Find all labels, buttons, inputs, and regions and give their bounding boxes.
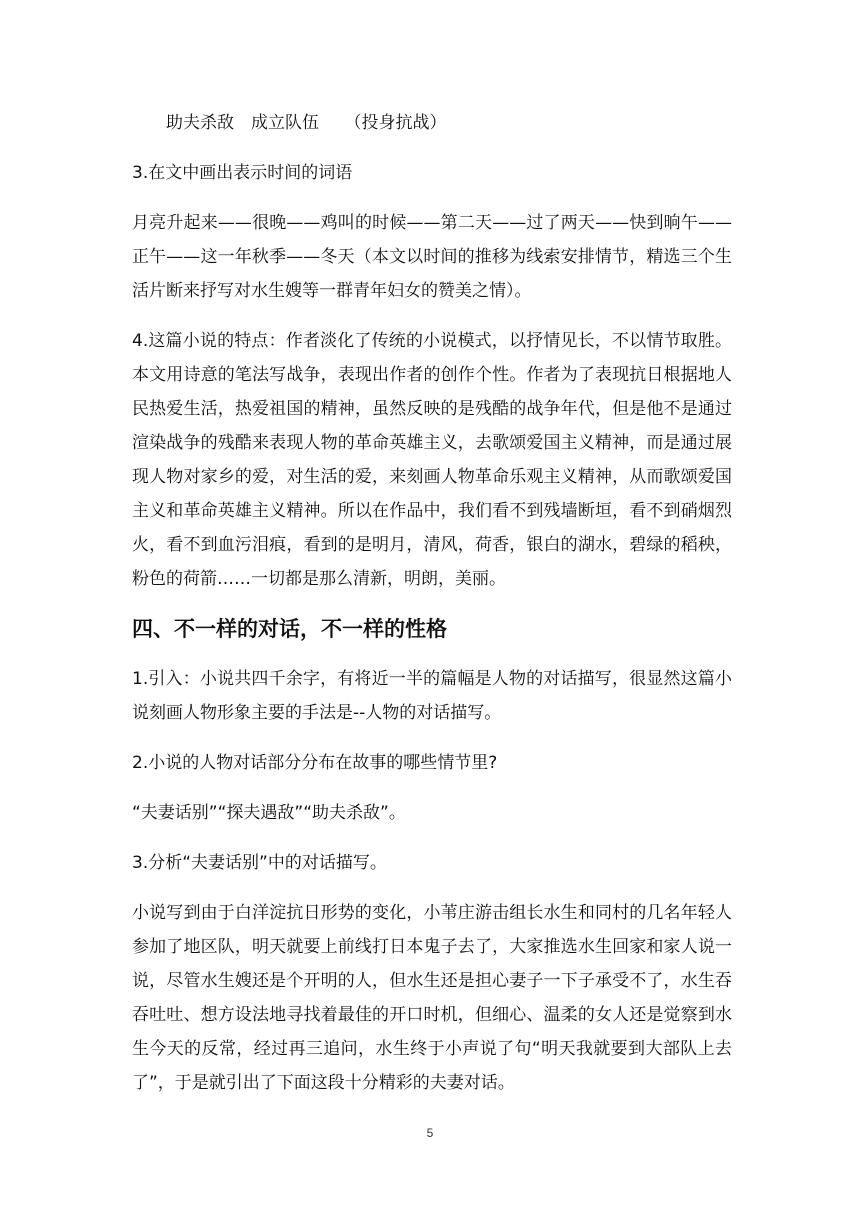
answer-2: “夫妻话别”“探夫遇敌”“助夫杀敌”。	[132, 803, 406, 823]
plot-summary-line: 助夫杀敌 成立队伍 （投身抗战）	[166, 113, 447, 133]
question-2: 2.小说的人物对话部分分布在故事的哪些情节里?	[132, 753, 498, 773]
question-3: 3.在文中画出表示时间的词语	[132, 163, 353, 183]
question-3-analysis: 3.分析“夫妻话别”中的对话描写。	[132, 853, 387, 873]
story-context-paragraph: 小说写到由于白洋淀抗日形势的变化，小苇庄游击组长水生和同村的几名年轻人参加了地区队，明天就要上前线打日本鬼子去了，大家推选水生回家和家人说一说，尽管水生嫂还是个开明的人，但水生还是担心妻子一下子承受不了，水生吞吞吐吐、想方设法地寻找着最佳的开口时机，但细心、温柔的女人还是觉察到水生今天的反常，经过再三追问，水生终于小声说了句“明天我就要到大部队上去了”，于是就引出了下面这段十分精彩的夫妻对话。	[132, 903, 732, 1093]
section-heading: 四、不一样的对话，不一样的性格	[132, 617, 447, 641]
intro-paragraph: 1.引入：小说共四千余字，有将近一半的篇幅是人物的对话描写，很显然这篇小说刻画人物形象主要的手法是--人物的对话描写。	[132, 669, 732, 723]
novel-features-paragraph: 4.这篇小说的特点：作者淡化了传统的小说模式，以抒情见长，不以情节取胜。本文用诗意的笔法写战争，表现出作者的创作个性。作者为了表现抗日根据地人民热爱生活，热爱祖国的精神，虽然反映的是残酷的战争年代，但是他不是通过渲染战争的残酷来表现人物的革命英雄主义，去歌颂爱国主义精神，而是通过展现人物对家乡的爱，对生活的爱，来刻画人物革命乐观主义精神，从而歌颂爱国主义和革命英雄主义精神。所以在作品中，我们看不到残墙断垣，看不到硝烟烈火，看不到血污泪痕，看到的是明月，清风，荷香，银白的湖水，碧绿的稻秧，粉色的荷箭……一切都是那么清新，明朗，美丽。	[132, 331, 732, 589]
page-number: 5	[426, 1126, 434, 1140]
time-words-paragraph: 月亮升起来——很晚——鸡叫的时候——第二天——过了两天——快到晌午——正午——这一年秋季——冬天（本文以时间的推移为线索安排情节，精选三个生活片断来抒写对水生嫂等一群青年妇女的赞美之情）。	[132, 213, 732, 301]
page-content	[132, 106, 732, 1100]
